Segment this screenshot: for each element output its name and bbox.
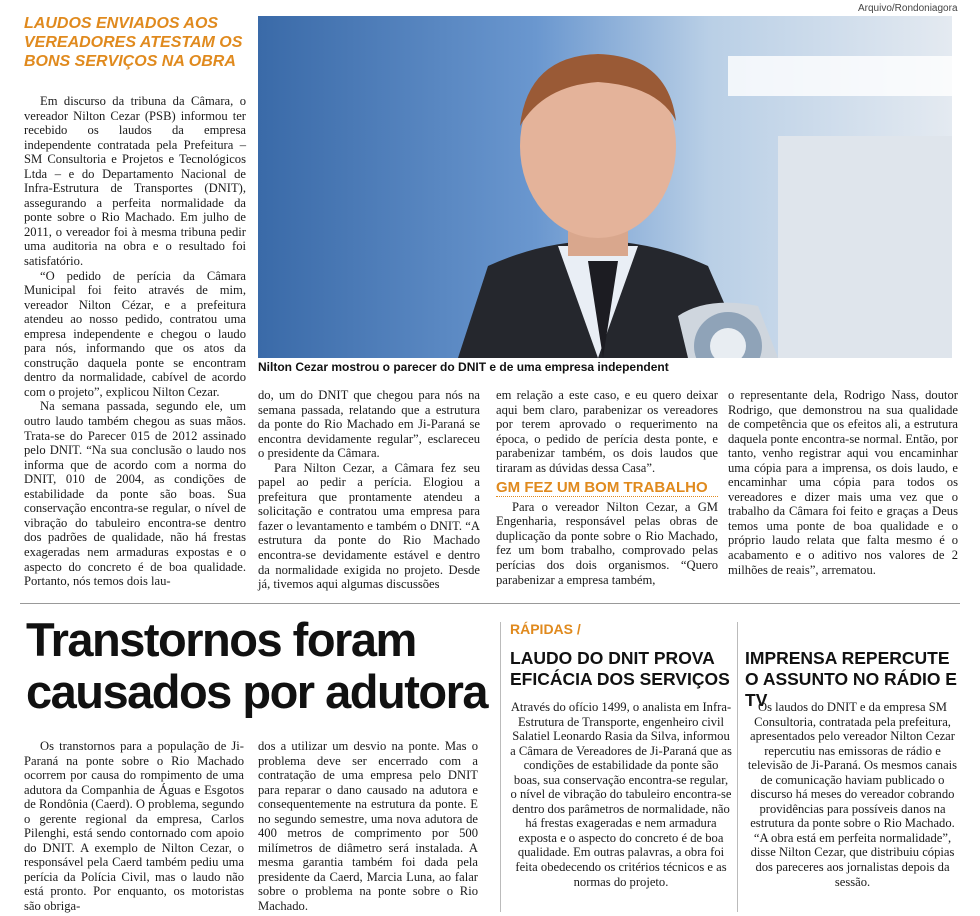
paragraph: dos a utilizar um desvio na ponte. Mas o problema deve ser encerrado com a contratação de uma empresa pelo DNIT para reparar o dano causado na adutora e consequentemente na estrutura da ponte. E no segundo semestre, uma nova adutora de 400 metros de comprimento por 500 milímetros de diâmetro será instalada. A mesma garantia também foi dada pela presidente da Caerd, Marcia Luna, ao falar sobre o problema na ponte sobre o Rio Machado. <box>258 739 478 914</box>
paragraph: Em discurso da tribuna da Câmara, o vereador Nilton Cezar (PSB) informou ter recebido os laudos da empresa independente contratada pela Prefeitura – SM Consultoria e Projetos e Tecnológicos Ltda – e do Departamento Nacional de Infra-Estrutura de Transportes (DNIT), assegurando a perfeita normalidade da ponte sobre o Rio Machado. Em julho de 2011, o vereador foi à mesma tribuna pedir uma auditoria na obra e o resultado foi satisfatório. <box>24 94 246 269</box>
story-subhead: GM FEZ UM BOM TRABALHO <box>496 481 718 497</box>
paragraph: Os transtornos para a população de Ji-Paraná na ponte sobre o Rio Machado ocorrem por causa do rompimento de uma adutora da Companhia de Águas e Esgotos de Rondônia (Caerd). O problema, segundo o gerente regional da empresa, Carlos Pilenghi, está sendo contornado com apoio do DNIT. A exemplo de Nilton Cezar, o responsável pela Caerd também pediu uma perícia da Polícia Civil, mas o laudo não está pronto. Por enquanto, os motoristas são obriga- <box>24 739 244 914</box>
paragraph: em relação a este caso, e eu quero deixar aqui bem claro, parabenizar os vereadores por terem aprovado o requerimento na época, o pedido de perícia desta ponte, e parabenizar também, os dois laudos que tiraram as dúvidas dessa Casa”. <box>496 388 718 475</box>
rapidas-headline-1: LAUDO DO DNIT PROVA EFICÁCIA DOS SERVIÇOS <box>510 648 730 689</box>
portrait-illustration <box>258 16 952 358</box>
rapidas-label: RÁPIDAS / <box>510 621 581 637</box>
rapidas-text-1 <box>510 700 732 889</box>
story-column-3 <box>496 388 718 587</box>
paragraph: Os laudos do DNIT e da empresa SM Consultoria, contratada pela prefeitura, apresentados pelo vereador Nilton Cezar repercutiu nas emissoras de rádio e televisão de Ji-Paraná. Os mesmos canais de comunicação haviam publicado o discurso há meses do vereador cobrando providências para possíveis danos na estrutura da ponte sobre o Rio Machado. “A obra está em perfeita normalidade”, disse Nilton Cezar, que distribuiu cópias dos pareceres aos jornalistas depois da sessão. <box>747 700 958 889</box>
rapidas-text-2 <box>745 700 960 889</box>
paragraph: Para Nilton Cezar, a Câmara fez seu papel ao pedir a perícia. Elogiou a prefeitura que prontamente atendeu a solicitação e contratou uma empresa para fazer o levantamento e também o DNIT. “A estrutura da ponte do Rio Machado encontra-se devidamente estável e dentro da normalidade exigida no projeto. Desde já, tivemos aqui algumas discussões <box>258 460 480 592</box>
paragraph: “O pedido de perícia da Câmara Municipal foi feito através de mim, vereador Nilton Cézar, e a prefeitura atendeu ao nosso pedido, contratou uma empresa independente e chegou o laudo para nós, informando que os atos da construção daquela ponte se encontram dentro da normalidade, cabível de acordo com o projeto”, explicou Nilton Cezar. <box>24 268 246 399</box>
story-photo <box>258 16 952 358</box>
rapidas-headline-2: IMPRENSA REPERCUTE O ASSUNTO NO RÁDIO E TV <box>745 648 957 710</box>
column-divider <box>737 622 738 912</box>
paragraph: Na semana passada, segundo ele, um outro laudo também chegou as suas mãos. Trata-se do Parecer 015 de 2012 assinado pelo DNIT. “Na sua conclusão o laudo nos informa que de acordo com a norma do DNIT, 010 de 2004, as condições de estabilidade da ponte são boas. Sua conservação encontra-se regular, o nível de vibração do tabuleiro encontra-se dentro dos padrões de qualidade, não há frestas exageradas nem armaduras expostas e o aspecto do concreto é de boa qualidade. Portanto, nós temos dois lau- <box>24 399 246 589</box>
story-column-2 <box>258 388 480 592</box>
story-column-4 <box>728 388 958 577</box>
photo-credit: Arquivo/Rondoniagora <box>858 3 958 14</box>
story-headline: LAUDOS ENVIADOS AOS VEREADORES ATESTAM OS BONS SERVIÇOS NA OBRA <box>24 15 243 70</box>
section-divider <box>20 603 960 604</box>
second-story-column-2 <box>258 739 478 914</box>
paragraph: do, um do DNIT que chegou para nós na semana passada, relatando que a estrutura da ponte do Rio Machado em Ji-Paraná se encontra devidamente regular”, esclareceu o presidente da Câmara. <box>258 388 480 461</box>
paragraph: Através do ofício 1499, o analista em Infra-Estrutura de Transporte, engenheiro civil Salatiel Leonardo Rasia da Silva, informou a Câmara de Vereadores de Ji-Paraná que as condições de estabilidade da ponte são boas, sua conservação encontra-se regular, o nível de vibração do tabuleiro encontra-se dentro dos parâmetros de normalidade, não há frestas exageradas e nem armadura exposta e o aspecto do concreto é de boa qualidade. Em outras palavras, a obra foi feita obedecendo os critérios técnicos e as normas do projeto. <box>510 700 732 889</box>
second-story-headline: Transtornos foram causados por adutora <box>26 613 487 718</box>
second-story-column-1 <box>24 739 244 914</box>
paragraph: Para o vereador Nilton Cezar, a GM Engenharia, responsável pelas obras de duplicação da ponte sobre o Rio Machado, fez um bom trabalho, comprovado pelas perícias dos dois organismos. “Quero parabenizar a empresa também, <box>496 499 718 587</box>
photo-caption: Nilton Cezar mostrou o parecer do DNIT e de uma empresa independent <box>258 360 669 374</box>
column-divider <box>500 622 501 912</box>
paragraph: o representante dela, Rodrigo Nass, doutor Rodrigo, que demonstrou na sua qualidade de competência que os efeitos ali, a estrutura daquela ponte encontra-se normal. Então, por tanto, venho registrar aqui vou encaminhar uma cópia para a imprensa, os dois laudo, e encaminhar uma cópia para todos os vereadores e dizer mais uma vez que o trabalho da Câmara foi feito e graças a Deus temos uma ponte de boa qualidade e o próprio laudo relata que falta mesmo é o acabamento e o aditivo nos valores de 2 milhões de reais”, arrematou. <box>728 388 958 577</box>
story-column-1 <box>24 94 246 589</box>
